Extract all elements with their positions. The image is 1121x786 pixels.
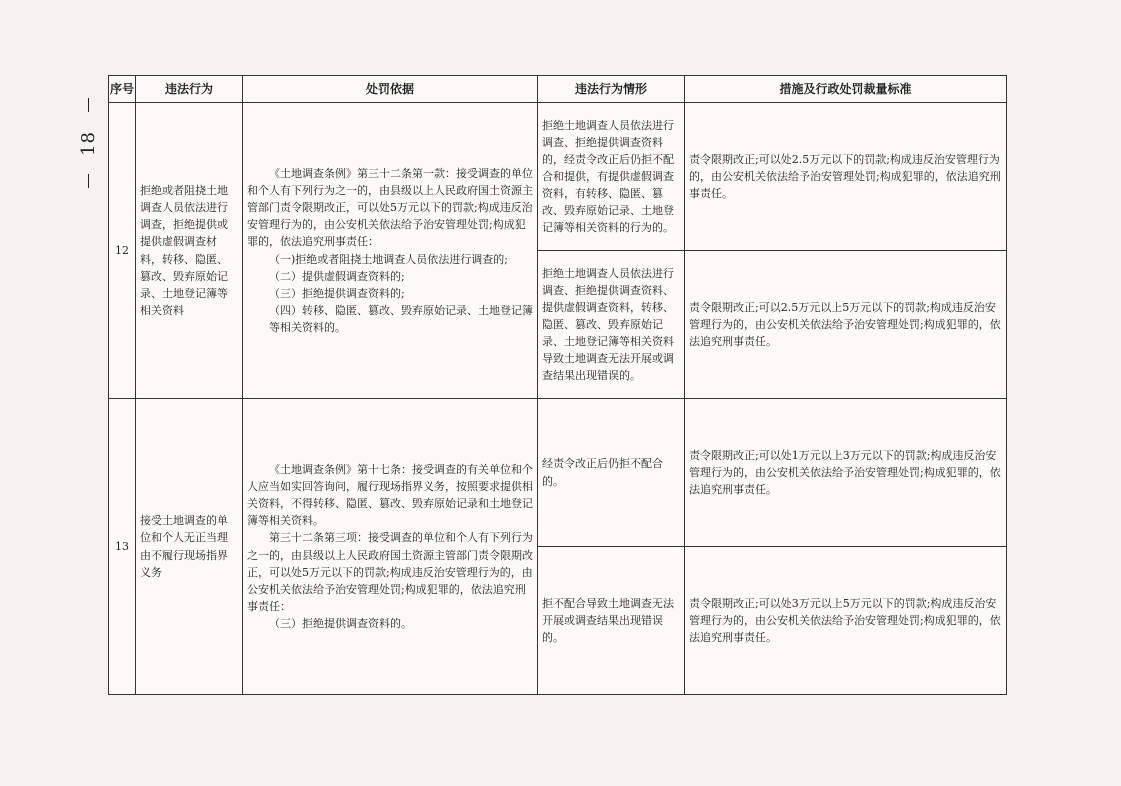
row-basis: [243, 399, 538, 695]
page-number-text: 18: [77, 130, 99, 156]
basis-item: （四）转移、隐匿、篡改、毁弃原始记录、土地登记簿等相关资料的。: [269, 303, 533, 334]
row-seq: 12: [109, 103, 136, 399]
row-situation: 拒绝土地调查人员依法进行调查、拒绝提供调查资料的，经责令改正后仍拒不配合和提供，有提供虚假调查资料，有转移、隐匿、篡改、毁弃原始记录、土地登记簿等相关资料的行为的。: [538, 103, 685, 251]
header-situation: 违法行为情形: [538, 76, 685, 103]
basis-item: （三）拒绝提供调查资料的;: [269, 286, 405, 300]
row-basis: [243, 103, 538, 399]
basis-item: （三）拒绝提供调查资料的。: [269, 616, 412, 630]
row-violation: 拒绝或者阻挠土地调查人员依法进行调查，拒绝提供或提供虚假调查材料，转移、隐匿、篡改、毁弃原始记录、土地登记簿等相关资料: [136, 103, 243, 399]
basis-paragraph: 《土地调查条例》第十七条：接受调查的有关单位和个人应当如实回答询问，履行现场指界义务，按照要求提供相关资料，不得转移、隐匿、篡改、毁弃原始记录和土地登记簿等相关资料。: [247, 463, 533, 528]
row-seq: 13: [109, 399, 136, 695]
row-situation: 经责令改正后仍拒不配合的。: [538, 399, 685, 547]
header-basis: 处罚依据: [243, 76, 538, 103]
row-violation: 接受土地调查的单位和个人无正当理由不履行现场指界义务: [136, 399, 243, 695]
row-standard: 责令限期改正;可以处1万元以上3万元以下的罚款;构成违反治安管理行为的，由公安机关依法给予治安管理处罚;构成犯罪的，依法追究刑事责任。: [685, 399, 1007, 547]
page-number-dash-bottom: [88, 174, 89, 188]
page-number: [78, 98, 98, 188]
row-standard: 责令限期改正;可以处2.5万元以下的罚款;构成违反治安管理行为的，由公安机关依法给予治安管理处罚;构成犯罪的，依法追究刑事责任。: [685, 103, 1007, 251]
row-situation: 拒绝土地调查人员依法进行调查、拒绝提供调查资料、提供虚假调查资料，转移、隐匿、篡改、毁弃原始记录、土地登记簿等相关资料导致土地调查无法开展或调查结果出现错误的。: [538, 251, 685, 399]
header-seq: 序号: [109, 76, 136, 103]
basis-item: （二）提供虚假调查资料的;: [269, 269, 405, 283]
basis-paragraph: 《土地调查条例》第三十二条第一款：接受调查的单位和个人有下列行为之一的，由县级以上人民政府国土资源主管部门责令限期改正，可以处5万元以下的罚款;构成违反治安管理行为的，由公安机关依法给予治安管理处罚;构成犯罪的，依法追究刑事责任：: [247, 167, 533, 249]
row-standard: 责令限期改正;可以2.5万元以上5万元以下的罚款;构成违反治安管理行为的，由公安机关依法给予治安管理处罚;构成犯罪的，依法追究刑事责任。: [685, 251, 1007, 399]
table-row: [109, 399, 1007, 547]
header-standard: 措施及行政处罚裁量标准: [685, 76, 1007, 103]
row-standard: 责令限期改正;可以处3万元以上5万元以下的罚款;构成违反治安管理行为的，由公安机关依法给予治安管理处罚;构成犯罪的，依法追究刑事责任。: [685, 547, 1007, 695]
table-header-row: [109, 76, 1007, 103]
penalty-standards-table: [108, 75, 1007, 695]
basis-item: （一)拒绝或者阻挠土地调查人员依法进行调查的;: [269, 252, 508, 266]
table-row: [109, 103, 1007, 251]
row-situation: 拒不配合导致土地调查无法开展或调查结果出现错误的。: [538, 547, 685, 695]
page-number-dash-top: [88, 98, 89, 112]
header-violation: 违法行为: [136, 76, 243, 103]
basis-paragraph: 第三十二条第三项：接受调查的单位和个人有下列行为之一的，由县级以上人民政府国土资源主管部门责令限期改正，可以处5万元以下的罚款;构成违反治安管理行为的，由公安机关依法给予治安管理处罚;构成犯罪的，依法追究刑事责任：: [247, 531, 533, 613]
